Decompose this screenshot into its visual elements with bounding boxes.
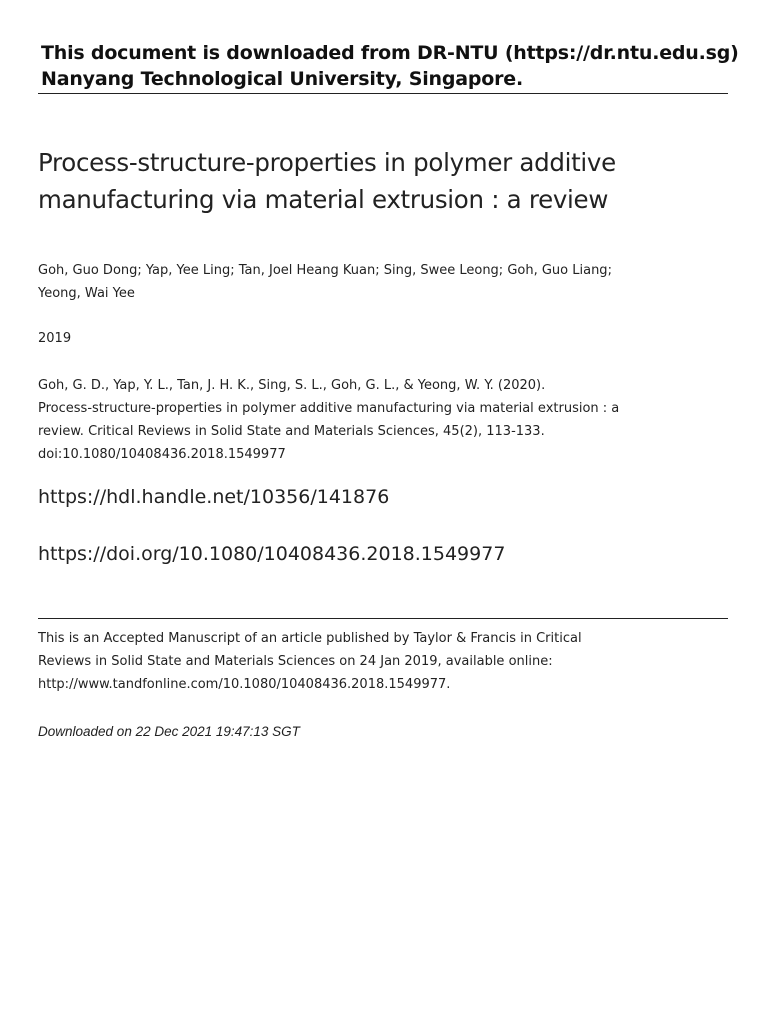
authors-line-2: Yeong, Wai Yee bbox=[38, 286, 135, 301]
notice-line-1: This is an Accepted Manuscript of an article published by Taylor & Francis in Critical bbox=[38, 631, 582, 646]
handle-link[interactable]: https://hdl.handle.net/10356/141876 bbox=[38, 486, 390, 508]
header-divider bbox=[38, 93, 728, 94]
citation-line-3: review. Critical Reviews in Solid State and Materials Sciences, 45(2), 113-133. bbox=[38, 424, 545, 439]
article-title bbox=[38, 144, 698, 218]
authors-line-1: Goh, Guo Dong; Yap, Yee Ling; Tan, Joel Heang Kuan; Sing, Swee Leong; Goh, Guo Liang; bbox=[38, 263, 612, 278]
title-line-1: Process-structure-properties in polymer additive bbox=[38, 148, 616, 177]
author-list bbox=[38, 259, 718, 305]
publication-year: 2019 bbox=[38, 331, 72, 346]
header-line-2: Nanyang Technological University, Singapore. bbox=[41, 68, 524, 90]
citation-block bbox=[38, 374, 728, 466]
citation-line-2: Process-structure-properties in polymer additive manufacturing via material extrusion : a bbox=[38, 401, 620, 416]
repository-header bbox=[41, 40, 739, 92]
title-line-2: manufacturing via material extrusion : a review bbox=[38, 185, 609, 214]
doi-link[interactable]: https://doi.org/10.1080/10408436.2018.1549977 bbox=[38, 543, 506, 565]
notice-line-2: Reviews in Solid State and Materials Sciences on 24 Jan 2019, available online: bbox=[38, 654, 553, 669]
download-timestamp: Downloaded on 22 Dec 2021 19:47:13 SGT bbox=[38, 724, 300, 739]
section-divider bbox=[38, 618, 728, 619]
citation-line-1: Goh, G. D., Yap, Y. L., Tan, J. H. K., Sing, S. L., Goh, G. L., & Yeong, W. Y. (2020). bbox=[38, 378, 546, 393]
header-line-1: This document is downloaded from DR-NTU (https://dr.ntu.edu.sg) bbox=[41, 42, 739, 64]
citation-line-4: doi:10.1080/10408436.2018.1549977 bbox=[38, 447, 286, 462]
manuscript-notice bbox=[38, 627, 728, 696]
notice-line-3: http://www.tandfonline.com/10.1080/10408436.2018.1549977. bbox=[38, 677, 451, 692]
